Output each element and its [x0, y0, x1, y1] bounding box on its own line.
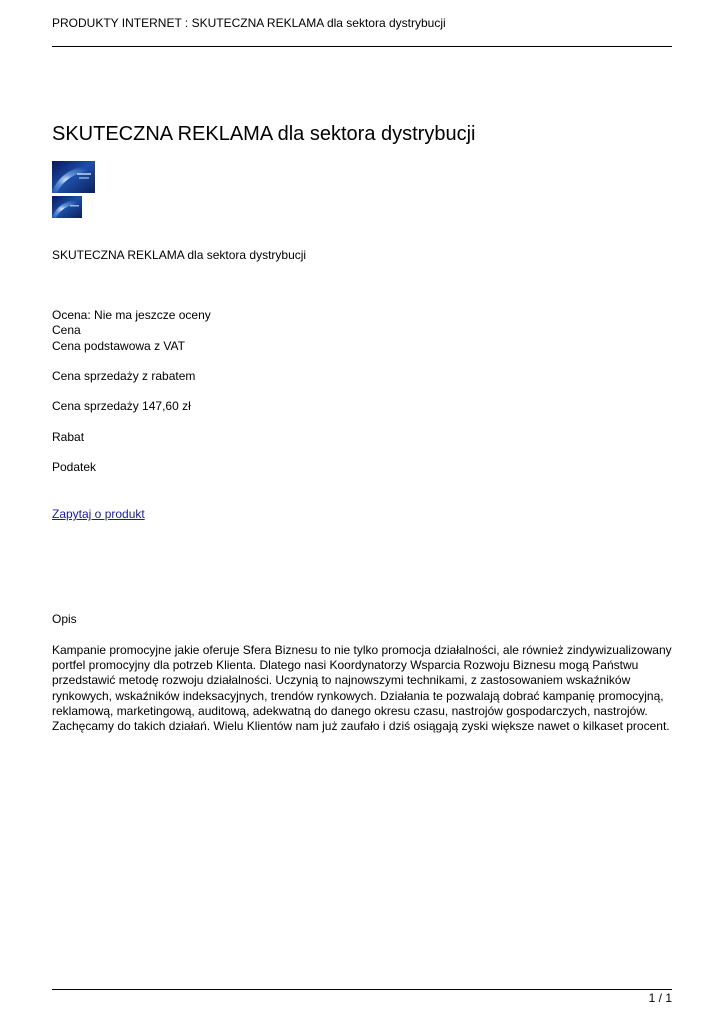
sale-discount-label: Cena sprzedaży z rabatem — [52, 369, 196, 383]
description-text: Kampanie promocyjne jakie oferuje Sfera Biznesu to nie tylko promocja działalności, ale również zindywizualizowany portfel promocyjny dla potrzeb Klienta. Dlatego nasi Koordynatorzy Wsparcia Rozwoju Biznesu mogą Państwu przedstawić metodę rozwoju działalności. Uczynią to najnowszymi technikami, z zastosowaniem wskaźników rynkowych, wskaźników indeksacyjnych, trendów rynkowych. Działania te pozwalają dobrać kampanię promocyjną, reklamową, marketingową, auditową, adekwatną do danego okresu czasu, nastrojów gospodarczych, nastrojów. Zachęcamy do takich działań. Wielu Klientów nam już zaufało i dziś osiągają zyski większe nawet o kilkaset procent. — [52, 643, 672, 734]
page-number: 1 / 1 — [648, 991, 672, 1005]
page-title: SKUTECZNA REKLAMA dla sektora dystrybucji — [52, 123, 476, 145]
description-heading: Opis — [52, 612, 77, 626]
product-subtitle: SKUTECZNA REKLAMA dla sektora dystrybucji — [52, 248, 307, 262]
rating-text: Ocena: Nie ma jeszcze oceny — [52, 308, 211, 322]
discount-label: Rabat — [52, 430, 85, 444]
sale-price: Cena sprzedaży 147,60 zł — [52, 399, 191, 413]
tax-label: Podatek — [52, 460, 97, 474]
running-header: PRODUKTY INTERNET : SKUTECZNA REKLAMA dla sektora dystrybucji — [52, 16, 446, 30]
header-divider — [52, 46, 672, 47]
base-price-label: Cena podstawowa z VAT — [52, 339, 185, 353]
price-label: Cena — [52, 323, 81, 337]
product-image-large[interactable] — [52, 161, 95, 193]
product-image-small[interactable] — [52, 196, 82, 218]
footer-divider — [52, 989, 672, 990]
ask-about-product-link[interactable]: Zapytaj o produkt — [52, 507, 145, 521]
